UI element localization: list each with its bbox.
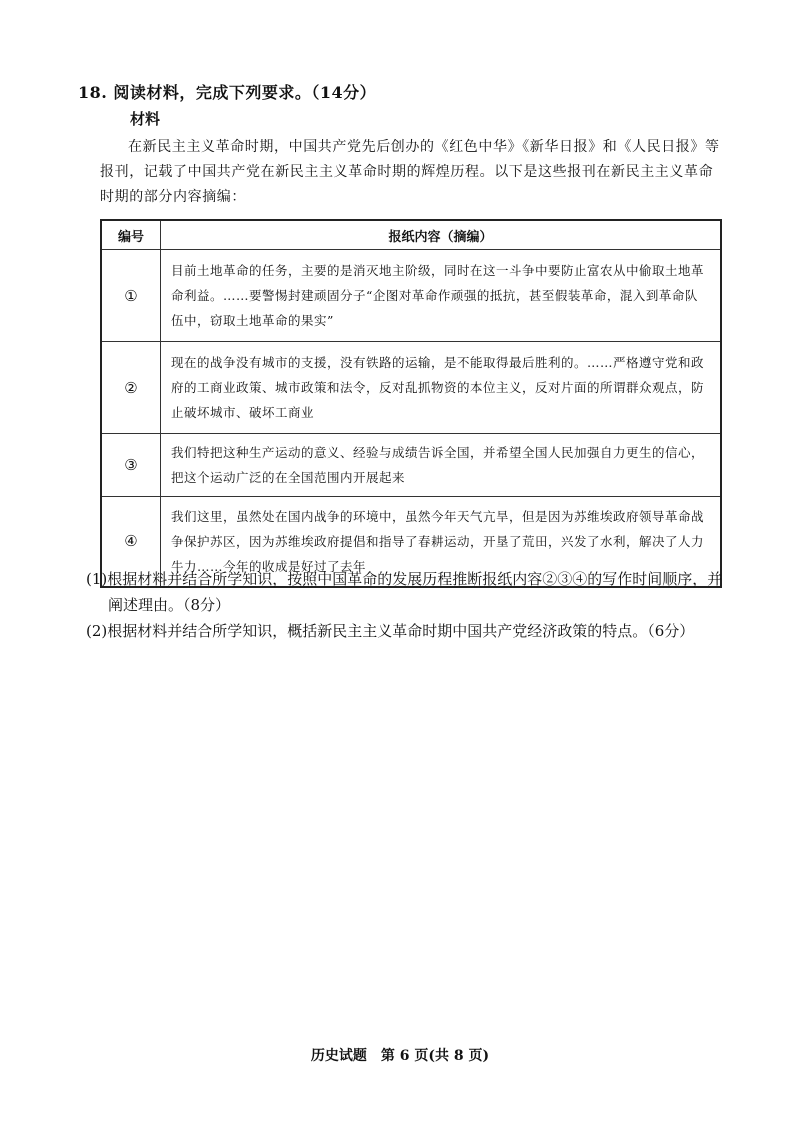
table-row [101,250,721,342]
table-row [101,342,721,434]
row-number: ② [101,342,161,434]
header-content: 报纸内容（摘编） [161,220,722,250]
row-number: ① [101,250,161,342]
newspaper-table [100,219,722,588]
row-number: ③ [101,434,161,497]
sub-questions [86,566,726,644]
row-content: 目前土地革命的任务，主要的是消灭地主阶级，同时在这一斗争中要防止富农从中偷取土地革命利益。……要警惕封建顽固分子“企图对革命作顽强的抵抗，甚至假装革命，混入到革命队伍中，窃取土地革命的果实” [161,250,722,342]
table-header-row [101,220,721,250]
sub-question-1: (1)根据材料并结合所学知识，按照中国革命的发展历程推断报纸内容②③④的写作时间顺序，并阐述理由。（8分） [86,570,723,614]
row-number: ④ [101,497,161,587]
row-content: 我们特把这种生产运动的意义、经验与成绩告诉全国，并希望全国人民加强自力更生的信心，把这个运动广泛的在全国范围内开展起来 [161,434,722,497]
question-title: 18. 阅读材料，完成下列要求。（14分） [78,83,377,102]
sub-question-2: (2)根据材料并结合所学知识，概括新民主主义革命时期中国共产党经济政策的特点。（6分） [86,622,695,640]
material-label: 材料 [130,110,161,128]
header-number: 编号 [101,220,161,250]
row-content: 现在的战争没有城市的支援，没有铁路的运输，是不能取得最后胜利的。……严格遵守党和政府的工商业政策、城市政策和法令，反对乱抓物资的本位主义，反对片面的所谓群众观点，防止破坏城市、破坏工商业 [161,342,722,434]
page-footer: 历史试题 第 6 页(共 8 页) [310,1048,490,1064]
row-content: 我们这里，虽然处在国内战争的环境中，虽然今年天气亢旱，但是因为苏维埃政府领导革命战争保护苏区，因为苏维埃政府提倡和指导了春耕运动，开垦了荒田，兴发了水利，解决了人力牛力……今年的收成是好过了去年 [161,497,722,587]
table-row [101,434,721,497]
material-intro: 在新民主主义革命时期，中国共产党先后创办的《红色中华》《新华日报》和《人民日报》等报刊，记载了中国共产党在新民主主义革命时期的辉煌历程。以下是这些报刊在新民主主义革命时期的部分内容摘编： [100,139,720,205]
